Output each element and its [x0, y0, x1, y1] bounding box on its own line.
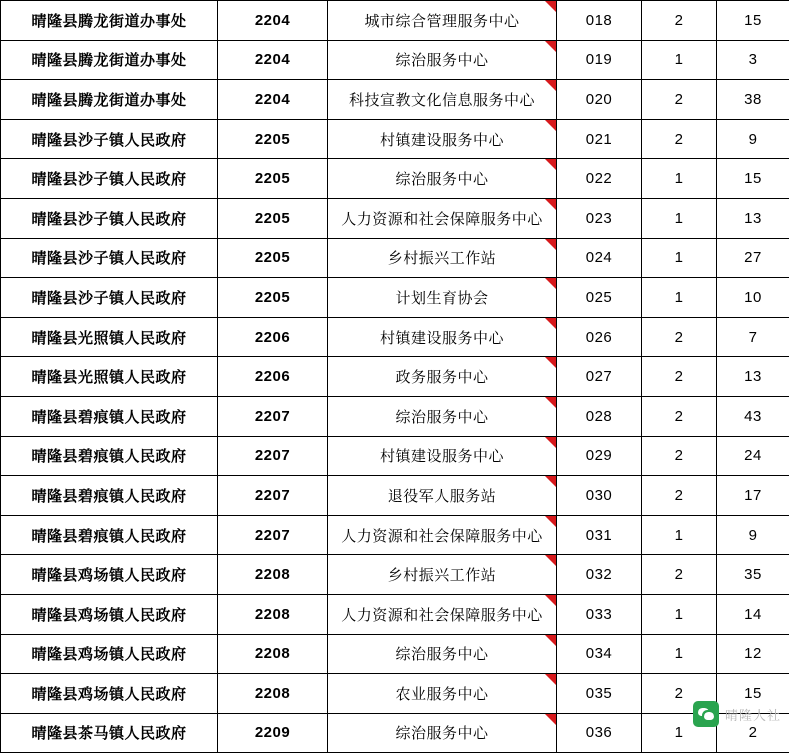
red-corner-flag-icon — [544, 278, 557, 291]
cell-code: 2204 — [218, 1, 328, 41]
cell-number: 030 — [557, 476, 642, 516]
cell-count-a: 1 — [642, 515, 717, 555]
table-row — [1, 436, 789, 476]
cell-department: 晴隆县碧痕镇人民政府 — [1, 396, 218, 436]
cell-department: 晴隆县碧痕镇人民政府 — [1, 436, 218, 476]
cell-number: 027 — [557, 357, 642, 397]
cell-unit: 人力资源和社会保障服务中心 — [328, 594, 557, 634]
cell-unit: 人力资源和社会保障服务中心 — [328, 515, 557, 555]
cell-number: 033 — [557, 594, 642, 634]
red-corner-flag-icon — [544, 634, 557, 647]
cell-count-a: 2 — [642, 357, 717, 397]
cell-count-a: 1 — [642, 40, 717, 80]
table-row — [1, 278, 789, 318]
cell-number: 021 — [557, 119, 642, 159]
red-corner-flag-icon — [544, 476, 557, 489]
table-row — [1, 159, 789, 199]
table-row — [1, 238, 789, 278]
cell-count-b: 12 — [717, 634, 789, 674]
cell-number: 032 — [557, 555, 642, 595]
cell-count-b: 15 — [717, 159, 789, 199]
watermark-label: 晴隆人社 — [725, 705, 781, 724]
cell-department: 晴隆县沙子镇人民政府 — [1, 198, 218, 238]
cell-count-a: 2 — [642, 317, 717, 357]
cell-code: 2205 — [218, 278, 328, 318]
cell-unit: 乡村振兴工作站 — [328, 238, 557, 278]
cell-number: 020 — [557, 80, 642, 120]
cell-department: 晴隆县碧痕镇人民政府 — [1, 515, 218, 555]
cell-count-a: 2 — [642, 119, 717, 159]
cell-count-a: 1 — [642, 198, 717, 238]
cell-code: 2206 — [218, 357, 328, 397]
cell-code: 2204 — [218, 40, 328, 80]
cell-code: 2208 — [218, 674, 328, 714]
cell-department: 晴隆县沙子镇人民政府 — [1, 119, 218, 159]
cell-code: 2205 — [218, 119, 328, 159]
cell-department: 晴隆县沙子镇人民政府 — [1, 278, 218, 318]
cell-department: 晴隆县腾龙街道办事处 — [1, 40, 218, 80]
cell-count-b: 13 — [717, 198, 789, 238]
table-row — [1, 713, 789, 753]
cell-department: 晴隆县光照镇人民政府 — [1, 357, 218, 397]
cell-number: 023 — [557, 198, 642, 238]
table-row — [1, 317, 789, 357]
cell-count-a: 2 — [642, 476, 717, 516]
cell-count-b: 7 — [717, 317, 789, 357]
cell-number: 029 — [557, 436, 642, 476]
cell-unit: 计划生育协会 — [328, 278, 557, 318]
cell-code: 2208 — [218, 594, 328, 634]
cell-number: 036 — [557, 713, 642, 753]
table-row — [1, 555, 789, 595]
red-corner-flag-icon — [544, 198, 557, 211]
table-row — [1, 40, 789, 80]
cell-number: 018 — [557, 1, 642, 41]
cell-unit: 村镇建设服务中心 — [328, 317, 557, 357]
cell-count-b: 15 — [717, 674, 789, 714]
cell-number: 035 — [557, 674, 642, 714]
cell-department: 晴隆县鸡场镇人民政府 — [1, 555, 218, 595]
cell-count-a: 2 — [642, 396, 717, 436]
cell-number: 025 — [557, 278, 642, 318]
cell-unit: 综治服务中心 — [328, 40, 557, 80]
cell-number: 022 — [557, 159, 642, 199]
cell-code: 2208 — [218, 634, 328, 674]
table-row — [1, 198, 789, 238]
cell-count-b: 13 — [717, 357, 789, 397]
cell-unit: 政务服务中心 — [328, 357, 557, 397]
red-corner-flag-icon — [544, 238, 557, 251]
cell-count-a: 2 — [642, 80, 717, 120]
table-row — [1, 80, 789, 120]
red-corner-flag-icon — [544, 317, 557, 330]
cell-count-a: 2 — [642, 674, 717, 714]
cell-unit: 综治服务中心 — [328, 713, 557, 753]
red-corner-flag-icon — [544, 159, 557, 172]
cell-unit: 综治服务中心 — [328, 634, 557, 674]
cell-unit: 村镇建设服务中心 — [328, 119, 557, 159]
cell-count-b: 9 — [717, 119, 789, 159]
cell-code: 2207 — [218, 515, 328, 555]
cell-number: 019 — [557, 40, 642, 80]
table-row — [1, 1, 789, 41]
cell-count-b: 15 — [717, 1, 789, 41]
cell-department: 晴隆县茶马镇人民政府 — [1, 713, 218, 753]
table-row — [1, 357, 789, 397]
red-corner-flag-icon — [544, 436, 557, 449]
cell-number: 026 — [557, 317, 642, 357]
cell-count-b: 27 — [717, 238, 789, 278]
red-corner-flag-icon — [544, 515, 557, 528]
cell-count-b: 35 — [717, 555, 789, 595]
red-corner-flag-icon — [544, 396, 557, 409]
cell-code: 2206 — [218, 317, 328, 357]
red-corner-flag-icon — [544, 357, 557, 370]
cell-unit: 退役军人服务站 — [328, 476, 557, 516]
cell-count-b: 3 — [717, 40, 789, 80]
cell-count-b: 2 — [717, 713, 789, 753]
cell-unit: 乡村振兴工作站 — [328, 555, 557, 595]
cell-count-b: 10 — [717, 278, 789, 318]
cell-code: 2205 — [218, 198, 328, 238]
cell-code: 2207 — [218, 476, 328, 516]
cell-code: 2207 — [218, 396, 328, 436]
cell-count-b: 43 — [717, 396, 789, 436]
cell-code: 2207 — [218, 436, 328, 476]
cell-count-a: 2 — [642, 436, 717, 476]
cell-unit: 农业服务中心 — [328, 674, 557, 714]
cell-department: 晴隆县鸡场镇人民政府 — [1, 594, 218, 634]
table-row — [1, 476, 789, 516]
table-row — [1, 515, 789, 555]
table-body — [1, 1, 789, 753]
cell-count-a: 1 — [642, 159, 717, 199]
cell-department: 晴隆县腾龙街道办事处 — [1, 80, 218, 120]
cell-code: 2208 — [218, 555, 328, 595]
cell-count-b: 14 — [717, 594, 789, 634]
cell-count-b: 17 — [717, 476, 789, 516]
cell-count-b: 24 — [717, 436, 789, 476]
cell-number: 028 — [557, 396, 642, 436]
table-row — [1, 396, 789, 436]
cell-code: 2209 — [218, 713, 328, 753]
cell-count-b: 9 — [717, 515, 789, 555]
red-corner-flag-icon — [544, 555, 557, 568]
cell-count-a: 1 — [642, 634, 717, 674]
red-corner-flag-icon — [544, 119, 557, 132]
cell-number: 031 — [557, 515, 642, 555]
cell-count-a: 1 — [642, 594, 717, 634]
cell-unit: 综治服务中心 — [328, 159, 557, 199]
cell-count-a: 1 — [642, 713, 717, 753]
red-corner-flag-icon — [544, 40, 557, 53]
red-corner-flag-icon — [544, 1, 557, 14]
cell-number: 024 — [557, 238, 642, 278]
red-corner-flag-icon — [544, 594, 557, 607]
table-row — [1, 674, 789, 714]
cell-count-a: 2 — [642, 555, 717, 595]
cell-count-b: 38 — [717, 80, 789, 120]
red-corner-flag-icon — [544, 80, 557, 93]
red-corner-flag-icon — [544, 674, 557, 687]
cell-unit: 城市综合管理服务中心 — [328, 1, 557, 41]
cell-unit: 科技宣教文化信息服务中心 — [328, 80, 557, 120]
cell-unit: 人力资源和社会保障服务中心 — [328, 198, 557, 238]
cell-department: 晴隆县鸡场镇人民政府 — [1, 634, 218, 674]
cell-code: 2204 — [218, 80, 328, 120]
cell-department: 晴隆县碧痕镇人民政府 — [1, 476, 218, 516]
cell-department: 晴隆县光照镇人民政府 — [1, 317, 218, 357]
cell-code: 2205 — [218, 238, 328, 278]
cell-count-a: 1 — [642, 238, 717, 278]
cell-department: 晴隆县鸡场镇人民政府 — [1, 674, 218, 714]
red-corner-flag-icon — [544, 713, 557, 726]
cell-department: 晴隆县沙子镇人民政府 — [1, 159, 218, 199]
cell-unit: 综治服务中心 — [328, 396, 557, 436]
table-row — [1, 634, 789, 674]
cell-number: 034 — [557, 634, 642, 674]
table-row — [1, 594, 789, 634]
cell-unit: 村镇建设服务中心 — [328, 436, 557, 476]
cell-count-a: 2 — [642, 1, 717, 41]
cell-code: 2205 — [218, 159, 328, 199]
cell-department: 晴隆县沙子镇人民政府 — [1, 238, 218, 278]
cell-department: 晴隆县腾龙街道办事处 — [1, 1, 218, 41]
table-row — [1, 119, 789, 159]
cell-count-a: 1 — [642, 278, 717, 318]
